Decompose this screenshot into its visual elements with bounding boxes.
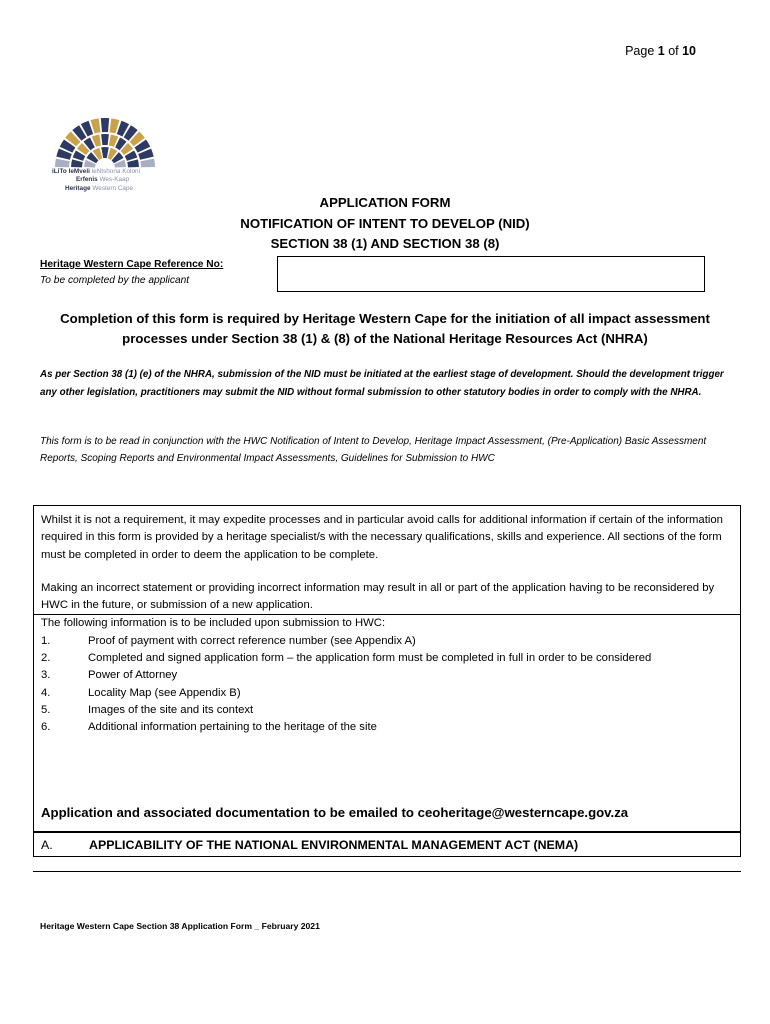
page-footer: Heritage Western Cape Section 38 Application Form _ February 2021 — [40, 921, 320, 931]
reference-hint: To be completed by the applicant — [40, 275, 190, 286]
heritage-western-cape-logo — [50, 114, 160, 194]
list-item: 5. Images of the site and its context — [41, 703, 254, 716]
page-current: 1 — [657, 44, 665, 58]
logo-segment — [101, 134, 109, 145]
email-instruction: Application and associated documentation to be emailed to ceoheritage@westerncape.gov.za — [41, 805, 629, 820]
list-item: 1. Proof of payment with correct reference number (see Appendix A) — [41, 634, 416, 647]
info-paragraph-2: Making an incorrect statement or providing incorrect information may result in all or part of the application having to be reconsidered by HWC in the future, or submission of a new application. — [41, 581, 715, 612]
logo-segment — [71, 159, 83, 167]
logo-text: iLiTo leMveli leNtshona Koloni Erfenis Wes-Kaap Heritage Western Cape — [52, 168, 140, 192]
form-title — [0, 193, 770, 255]
list-item: 2. Completed and signed application form – the application form must be completed in full in order to be considered — [41, 652, 652, 665]
section-a-letter: A. — [41, 838, 53, 852]
title-line-2: NOTIFICATION OF INTENT TO DEVELOP (NID) — [240, 215, 530, 231]
footer-divider — [33, 871, 741, 872]
section-a-heading — [33, 832, 741, 857]
section-a-label: APPLICABILITY OF THE NATIONAL ENVIRONMENTAL MANAGEMENT ACT (NEMA) — [89, 838, 579, 852]
submission-list-intro: The following information is to be included upon submission to HWC: — [41, 617, 386, 630]
page-number: Page 1 of 10 — [625, 44, 696, 58]
reference-number-field[interactable] — [277, 256, 705, 292]
info-paragraph-1: Whilst it is not a requirement, it may expedite processes and in particular avoid calls for additional information if certain of the information required in this form is provided by a heritage specialist/s with the necessary qualifications, skills and experience. All sections of the form must be completed in order to deem the application to be complete. — [41, 514, 723, 561]
list-item: 4. Locality Map (see Appendix B) — [41, 686, 241, 699]
nhra-note: As per Section 38 (1) (e) of the NHRA, submission of the NID must be initiated at the earliest stage of development. Should the development trigger any other legislation, practitioners may submit the NID without formal submission to other statutory bodies in order to comply with the NHRA. — [40, 369, 724, 398]
logo-segment — [101, 118, 109, 132]
read-in-conjunction-note: This form is to be read in conjunction with the HWC Notification of Intent to Develop, Heritage Impact Assessment, (Pre-Application) Basic Assessment Reports, Scoping Reports and Environmental Impact Assessments, Guidelines for Submission to HWC — [40, 436, 707, 464]
reference-label: Heritage Western Cape Reference No: To be completed by the applicant — [40, 257, 223, 289]
list-item: 3. Power of Attorney — [41, 669, 178, 682]
logo-segment — [101, 147, 108, 158]
logo-segment — [127, 159, 139, 167]
logo-segment — [140, 159, 155, 168]
list-item: 6. Additional information pertaining to the heritage of the site — [41, 721, 377, 734]
logo-segment — [55, 159, 70, 168]
sunburst-logo-icon — [50, 114, 160, 170]
title-line-3: SECTION 38 (1) AND SECTION 38 (8) — [270, 236, 500, 251]
intro-statement: Completion of this form is required by Heritage Western Cape for the initiation of all impact assessment processes under Section 38 (1) & (8) of the National Heritage Resources Act (NHRA) — [60, 311, 710, 346]
page-total: 10 — [682, 44, 696, 58]
information-box — [33, 505, 741, 832]
title-line-1: APPLICATION FORM — [319, 195, 451, 210]
